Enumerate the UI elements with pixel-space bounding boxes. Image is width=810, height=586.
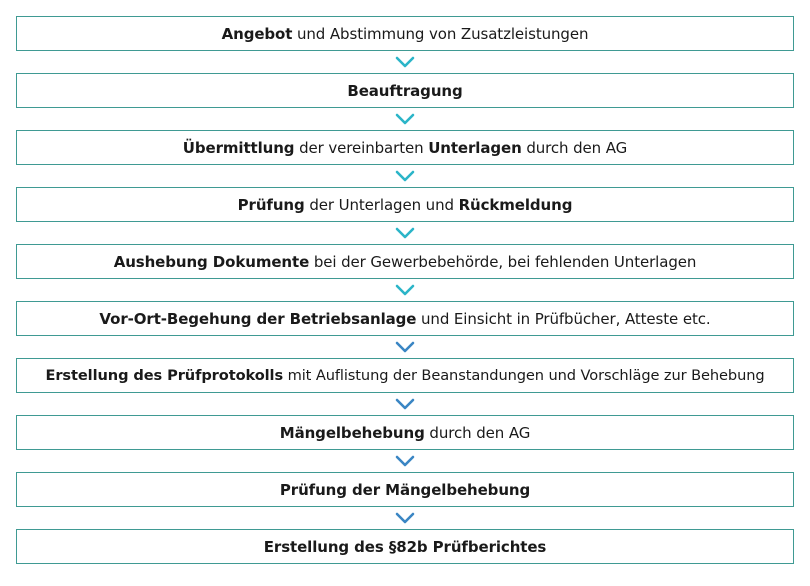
step-7-box bbox=[16, 358, 794, 393]
arrow-8-shape bbox=[397, 457, 413, 465]
down-arrow-icon bbox=[16, 507, 794, 529]
step-1-box bbox=[16, 16, 794, 51]
arrow-3-shape bbox=[397, 172, 413, 180]
down-arrow-icon bbox=[16, 51, 794, 73]
step-3-box bbox=[16, 130, 794, 165]
step-5-box bbox=[16, 244, 794, 279]
step-9-text: Prüfung der Mängelbehebung bbox=[279, 480, 531, 499]
step-4-text: Prüfung der Unterlagen und Rückmeldung bbox=[237, 195, 573, 214]
process-flowchart bbox=[16, 16, 794, 564]
step-9-box bbox=[16, 472, 794, 507]
step-7-text: Erstellung des Prüfprotokolls mit Auflistung der Beanstandungen und Vorschläge zur Behebung bbox=[45, 367, 765, 384]
arrow-4-shape bbox=[397, 229, 413, 237]
step-10-box bbox=[16, 529, 794, 564]
down-arrow-icon bbox=[16, 336, 794, 358]
arrow-5-shape bbox=[397, 286, 413, 294]
step-2-box bbox=[16, 73, 794, 108]
arrow-2-shape bbox=[397, 115, 413, 123]
down-arrow-icon bbox=[16, 450, 794, 472]
down-arrow-icon bbox=[16, 393, 794, 415]
step-8-box bbox=[16, 415, 794, 450]
down-arrow-icon bbox=[16, 108, 794, 130]
step-8-text: Mängelbehebung durch den AG bbox=[279, 423, 531, 442]
step-6-box bbox=[16, 301, 794, 336]
step-6-text: Vor-Ort-Begehung der Betriebsanlage und Einsicht in Prüfbücher, Atteste etc. bbox=[99, 309, 711, 328]
down-arrow-icon bbox=[16, 165, 794, 187]
down-arrow-icon bbox=[16, 222, 794, 244]
step-5-text: Aushebung Dokumente bei der Gewerbebehörde, bei fehlenden Unterlagen bbox=[113, 252, 697, 271]
step-1-text: Angebot und Abstimmung von Zusatzleistungen bbox=[221, 24, 589, 43]
arrow-1-shape bbox=[397, 58, 413, 66]
arrow-6-shape bbox=[397, 343, 413, 351]
arrow-9-shape bbox=[397, 514, 413, 522]
step-3-text: Übermittlung der vereinbarten Unterlagen durch den AG bbox=[182, 138, 628, 157]
step-4-box bbox=[16, 187, 794, 222]
step-10-text: Erstellung des §82b Prüfberichtes bbox=[263, 537, 547, 556]
down-arrow-icon bbox=[16, 279, 794, 301]
step-2-text: Beauftragung bbox=[347, 81, 463, 100]
arrow-7-shape bbox=[397, 400, 413, 408]
